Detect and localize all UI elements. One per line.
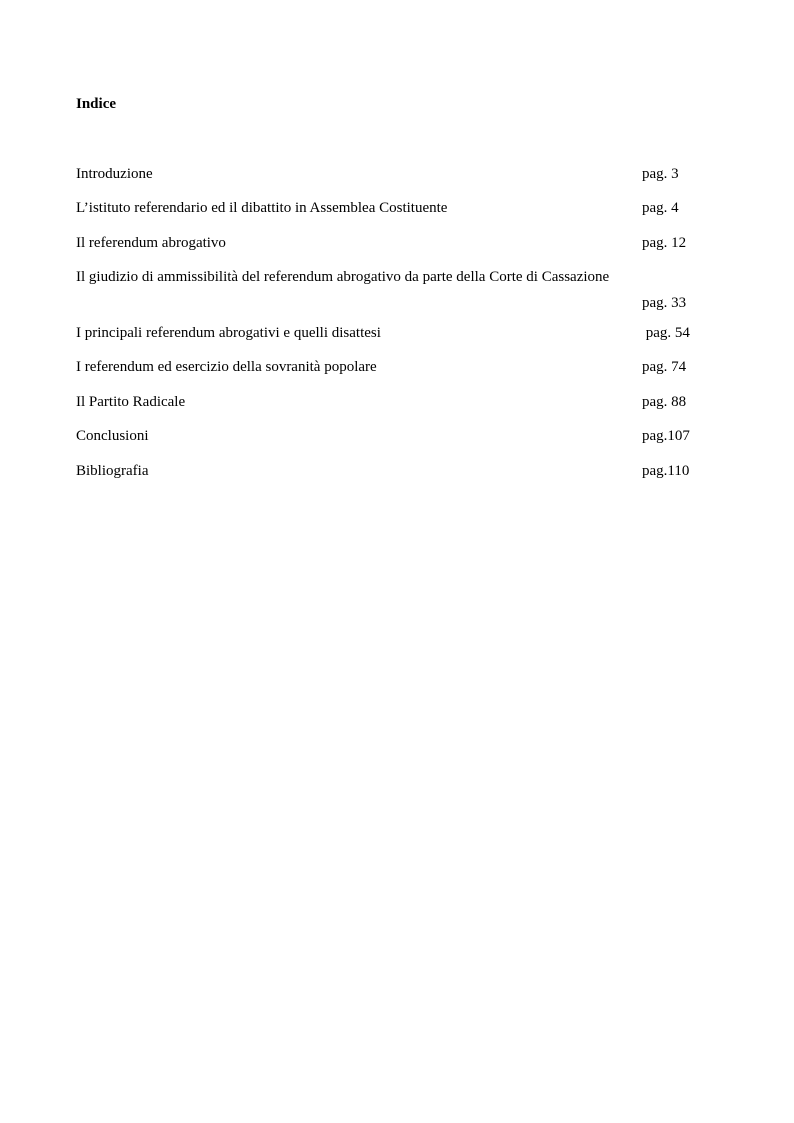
toc-entry-page: pag.107 bbox=[642, 428, 690, 444]
toc-entry-text: I referendum ed esercizio della sovranità popolare bbox=[76, 359, 377, 375]
toc-entry-text: Bibliografia bbox=[76, 463, 149, 479]
toc-entry-page: pag. 12 bbox=[642, 235, 687, 251]
toc-entry-page: pag. 74 bbox=[642, 359, 687, 375]
toc-entry-page: pag. 3 bbox=[642, 166, 679, 182]
toc-entry-page: pag. 88 bbox=[642, 394, 687, 410]
toc-entry-text: Il Partito Radicale bbox=[76, 394, 186, 410]
toc-entry-text: I principali referendum abrogativi e quelli disattesi bbox=[76, 325, 381, 341]
toc-entry-page: pag. 33 bbox=[642, 295, 687, 311]
toc-entry-text: Il referendum abrogativo bbox=[76, 235, 226, 251]
toc-entry-page: pag. 4 bbox=[642, 200, 679, 216]
toc-entry-page: pag. 54 bbox=[642, 325, 690, 341]
toc-entry-text: L’istituto referendario ed il dibattito in Assemblea Costituente bbox=[76, 200, 448, 216]
toc-entry-text: Il giudizio di ammissibilità del referendum abrogativo da parte della Corte di Cassazione bbox=[76, 269, 610, 285]
toc-title: Indice bbox=[76, 96, 117, 112]
toc-entry-text: Introduzione bbox=[76, 166, 153, 182]
toc-entry-text: Conclusioni bbox=[76, 428, 149, 444]
toc-entry-page: pag.110 bbox=[642, 463, 690, 479]
